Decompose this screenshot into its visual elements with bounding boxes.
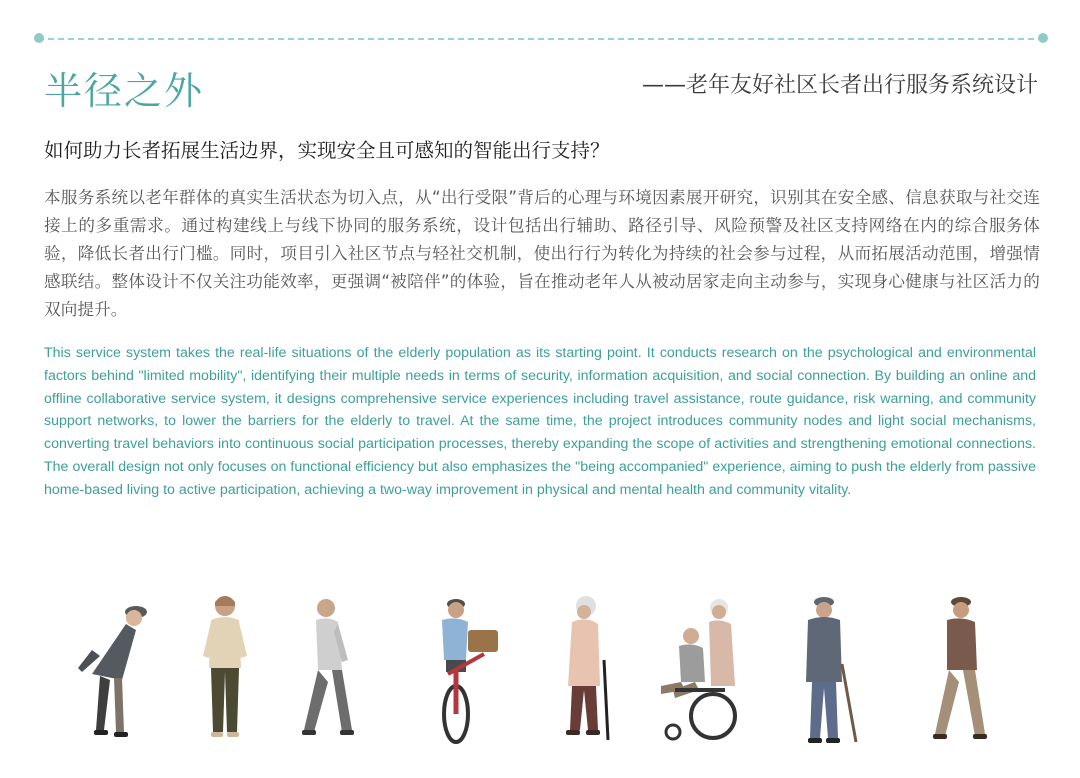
divider-dot-left bbox=[34, 33, 44, 43]
elderly-figures-row bbox=[60, 590, 1020, 750]
elderly-man-walking-icon bbox=[298, 590, 363, 745]
english-description: This service system takes the real-life situations of the elderly population as its starting point. It conducts research on the psychological and environmental factors behind "limited mobility", identifying their multiple needs in terms of security, information acquisition, and social connection. By building an online and offline collaborative service system, it designs comprehensive service experiences including travel assistance, route guidance, risk warning, and community support networks, to lower the barriers for the elderly to travel. At the same time, the project introduces community nodes and light social mechanisms, converting travel behaviors into continuous social participation processes, thereby expanding the scope of activities and strengthening emotional connections. The overall design not only focuses on functional efficiency but also emphasizes the "being accompanied" experience, aiming to push the elderly from passive home-based living to active participation, achieving a two-way improvement in physical and mental health and community vitality. bbox=[44, 345, 1036, 498]
research-question: 如何助力长者拓展生活边界，实现安全且可感知的智能出行支持？ bbox=[44, 139, 610, 162]
divider-dot-right bbox=[1038, 33, 1048, 43]
elderly-man-striding-icon bbox=[925, 590, 995, 750]
elderly-woman-with-cane-icon bbox=[550, 590, 620, 745]
elderly-woman-standing-icon bbox=[195, 590, 255, 745]
elderly-man-bent-over-icon bbox=[70, 590, 160, 745]
page-title: 半径之外 bbox=[44, 69, 205, 113]
dashed-divider bbox=[38, 38, 1044, 41]
chinese-description: 本服务系统以老年群体的真实生活状态为切入点，从“出行受限”背后的心理与环境因素展开研究，识别其在安全感、信息获取与社交连接上的多重需求。通过构建线上与线下协同的服务系统，设计包括出行辅助、路径引导、风险预警及社区支持网络在内的综合服务体验，降低长者出行门槛。同时，项目引入社区节点与轻社交机制，使出行行为转化为持续的社会参与过程，从而拓展活动范围，增强情感联结。整体设计不仅关注功能效率，更强调“被陪伴”的体验，旨在推动老年人从被动居家走向主动参与，实现身心健康与社区活力的双向提升。 bbox=[44, 188, 1040, 319]
elderly-man-cycling-icon bbox=[420, 590, 505, 750]
elderly-man-with-cane-icon bbox=[790, 590, 865, 750]
page-subtitle: ——老年友好社区长者出行服务系统设计 bbox=[641, 73, 1038, 98]
elderly-couple-wheelchair-icon bbox=[655, 590, 750, 750]
